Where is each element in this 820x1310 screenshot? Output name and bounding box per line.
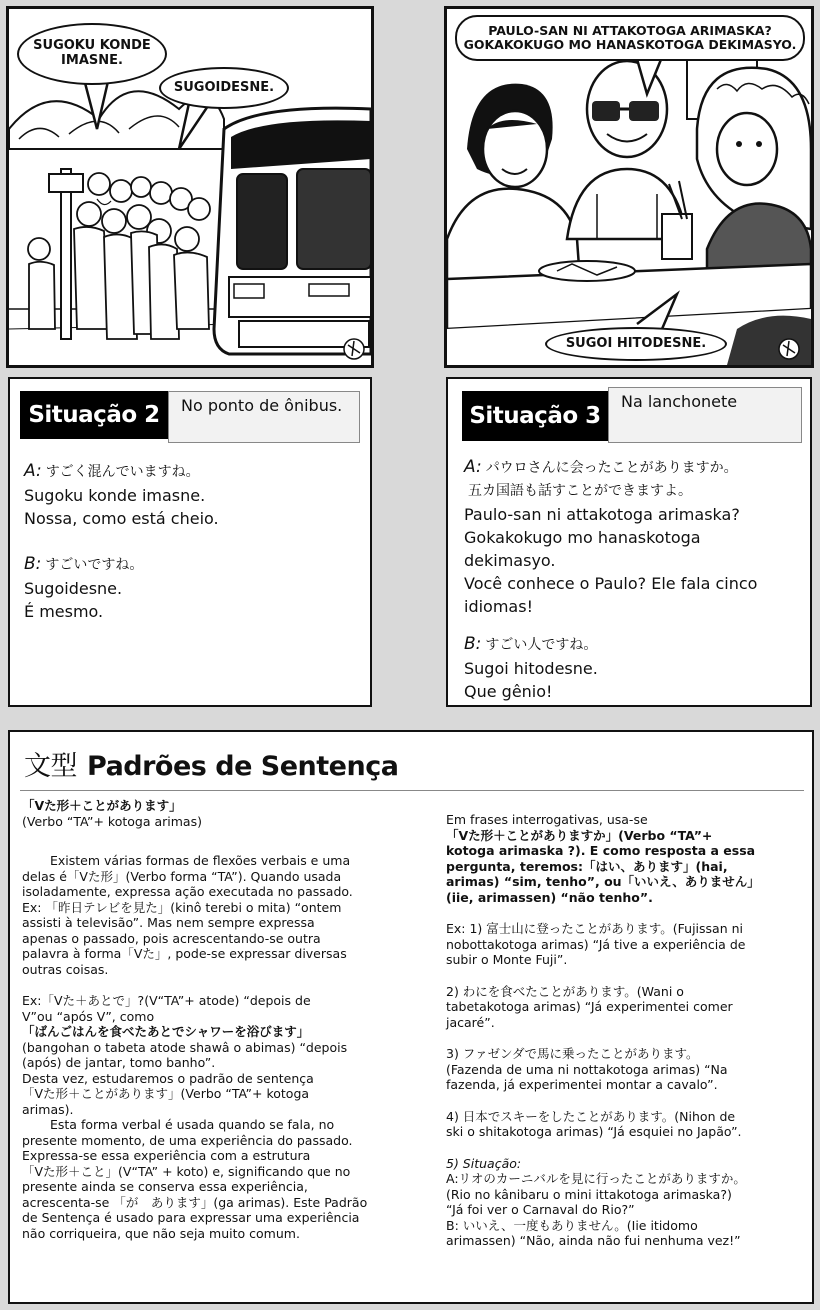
text-line: jacaré”.: [446, 1014, 495, 1030]
speech-bubble-2: [545, 327, 727, 361]
text-line: (Verbo “TA”+ kotoga arimas): [22, 813, 202, 829]
situation-2-tag: Situação 2: [20, 391, 168, 439]
text-line: presente ainda se conserva essa experiência,: [22, 1179, 308, 1194]
dialog-pt: É mesmo.: [24, 602, 104, 621]
text-line: A:リオのカーニバルを見に行ったことがありますか。: [446, 1171, 746, 1186]
speaker-b-label: B:: [24, 554, 42, 574]
speaker-a-label: A:: [24, 461, 42, 481]
section-title: [24, 744, 398, 783]
text-line: Ex: 「昨日テレビを見た」(kinô terebi o mita) “ontem: [22, 899, 342, 915]
divider: [20, 790, 804, 791]
speech-bubble-text: SUGOIDESNE.: [173, 79, 275, 95]
dialog-jp: パウロさんに会ったことがありますか。: [485, 460, 738, 476]
situation-2-box: [8, 377, 372, 707]
speaker-a-label: A:: [464, 457, 482, 477]
text-line: Ex:「Vた＋あとで」?(V“TA”+ atode) “depois de: [22, 993, 311, 1008]
text-line: apenas o passado, pois acrescentando-se outra: [22, 930, 321, 946]
text-line: V”ou “após V”, como: [22, 1008, 155, 1024]
text-line: nobottakotoga arimas) “Já tive a experiência de: [446, 936, 746, 952]
text-line: arimassen) “Não, ainda não fui nenhuma vez!”: [446, 1233, 741, 1248]
text-line: Desta vez, estudaremos o padrão de sentença: [22, 1070, 314, 1086]
text-line: subir o Monte Fuji”.: [446, 952, 568, 967]
speech-bubble-text: SUGOI HITODESNE.: [565, 335, 707, 351]
text-line: Em frases interrogativas, usa-se: [446, 812, 648, 827]
dialog-jp: 五カ国語も話すことができますよ。: [468, 483, 692, 499]
sentence-patterns-section: [8, 730, 814, 1304]
dialog-romaji: Paulo-san ni attakotoga arimaska?: [464, 505, 740, 524]
situation-3-place: Na lanchonete: [608, 387, 802, 443]
example-1: Ex: 1) 富士山に登ったことがあります。(Fujissan ni: [446, 921, 744, 936]
text-line: (iie, arimassen) “não tenho”.: [446, 889, 653, 905]
comic-panel-bus-stop: [6, 6, 374, 368]
dialog-jp: すごく混んでいますね。: [45, 464, 200, 480]
example-3: 3) ファゼンダで馬に乗ったことがあります。: [446, 1046, 699, 1061]
right-column: [446, 812, 804, 1249]
dialog-romaji: Sugoi hitodesne.: [464, 659, 598, 678]
speech-bubble-text-line2: GOKAKOKUGO MO HANASKOTOGA DEKIMASYO.: [463, 37, 797, 52]
text-line: outras coisas.: [22, 961, 109, 977]
text-line: kotoga arimaska ?). E como resposta a essa: [446, 843, 756, 858]
text-line: (após) de jantar, tomo banho”.: [22, 1055, 216, 1070]
speech-bubble-2: [159, 67, 289, 109]
text-line: Existem várias formas de flexões verbais e uma: [50, 853, 351, 868]
text-line: Esta forma verbal é usada quando se fala, no: [50, 1117, 335, 1132]
dialog-pt: Nossa, como está cheio.: [24, 509, 219, 528]
left-column: [22, 798, 410, 1241]
text-line: palavra à forma「Vた」, pode-se expressar diversas: [22, 946, 347, 961]
text-line: ski o shitakotoga arimas) “Já esquiei no Japão”.: [446, 1124, 742, 1139]
text-line: 「Vた形＋ことがあります」(Verbo “TA”+ kotoga: [22, 1086, 310, 1101]
text-line: de Sentença é usado para expressar uma experiência: [22, 1210, 360, 1225]
comic-panel-snack-bar: [444, 6, 814, 368]
text-line: (bangohan o tabeta atode shawâ o abimas) “depois: [22, 1039, 348, 1055]
text-line: fazenda, já experimentei montar a cavalo”.: [446, 1077, 718, 1092]
dialog-romaji: Sugoidesne.: [24, 579, 123, 598]
example-5: 5) Situação:: [446, 1155, 522, 1171]
example-4: 4) 日本でスキーをしたことがあります。(Nihon de: [446, 1108, 736, 1124]
speech-bubble-1: [17, 23, 167, 85]
situation-3-tag: Situação 3: [462, 391, 608, 441]
text-line: tabetakotoga arimas) “Já experimentei comer: [446, 999, 733, 1014]
situation-2-dialog: [24, 459, 364, 623]
dialog-romaji: Sugoku konde imasne.: [24, 486, 206, 505]
dialog-pt: idiomas!: [464, 597, 533, 616]
dialog-pt: Que gênio!: [464, 682, 553, 701]
pattern-heading: 「Vた形＋ことがあります」: [22, 798, 182, 813]
text-line: não corriqueira, que não seja muito comum.: [22, 1225, 300, 1241]
speech-bubble-1: [455, 15, 805, 61]
text-line: acrescenta-se 「が あります」(ga arimas). Este Padrão: [22, 1194, 368, 1210]
text-line: arimas).: [22, 1101, 74, 1117]
situation-3-dialog: [464, 455, 810, 703]
text-line: 「ばんごはんを食べたあとでシャワーを浴びます」: [22, 1024, 310, 1039]
text-line: (Rio no kânibaru o mini ittakotoga arimaska?): [446, 1186, 732, 1202]
text-line: 「Vた形＋ことがありますか」(Verbo “TA”+: [446, 827, 713, 843]
text-line: B: いいえ、一度もありません。(Iie itidomo: [446, 1217, 698, 1233]
speaker-b-label: B:: [464, 634, 482, 654]
speech-bubble-text-line1: PAULO-SAN NI ATTAKOTOGA ARIMASKA?: [488, 22, 772, 38]
dialog-jp: すごいですね。: [45, 557, 144, 573]
dialog-romaji: dekimasyo.: [464, 551, 556, 570]
text-line: Expressa-se essa experiência com a estrutura: [22, 1148, 311, 1163]
text-line: isoladamente, expressa ação executada no passado.: [22, 884, 353, 899]
situation-3-box: [446, 377, 812, 707]
section-title-kanji: 文型: [24, 751, 77, 782]
speech-bubble-text: SUGOKU KONDE IMASNE.: [33, 38, 151, 68]
text-line: pergunta, teremos:「はい、あります」(hai,: [446, 858, 728, 874]
dialog-pt: Você conhece o Paulo? Ele fala cinco: [464, 574, 758, 593]
example-2: 2) わにを食べたことがあります。(Wani o: [446, 983, 684, 999]
dialog-romaji: Gokakokugo mo hanaskotoga: [464, 528, 701, 547]
text-line: “Já foi ver o Carnaval do Rio?”: [446, 1202, 635, 1217]
dialog-jp: すごい人ですね。: [485, 637, 598, 653]
section-title-text: Padrões de Sentença: [87, 751, 399, 782]
text-line: arimas) “sim, tenho”, ou「いいえ、ありません」: [446, 874, 760, 889]
text-line: 「Vた形＋こと」(V“TA” + koto) e, significando que no: [22, 1163, 351, 1179]
snack-bar-illustration: [447, 9, 811, 365]
text-line: (Fazenda de uma ni nottakotoga arimas) “Na: [446, 1061, 728, 1077]
text-line: assisti à televisão”. Mas nem sempre expressa: [22, 915, 315, 930]
situation-2-place: No ponto de ônibus.: [168, 391, 360, 443]
text-line: presente momento, de uma experiência do passado.: [22, 1132, 353, 1148]
text-line: delas é「Vた形」(Verbo forma “TA”). Quando usada: [22, 868, 342, 884]
